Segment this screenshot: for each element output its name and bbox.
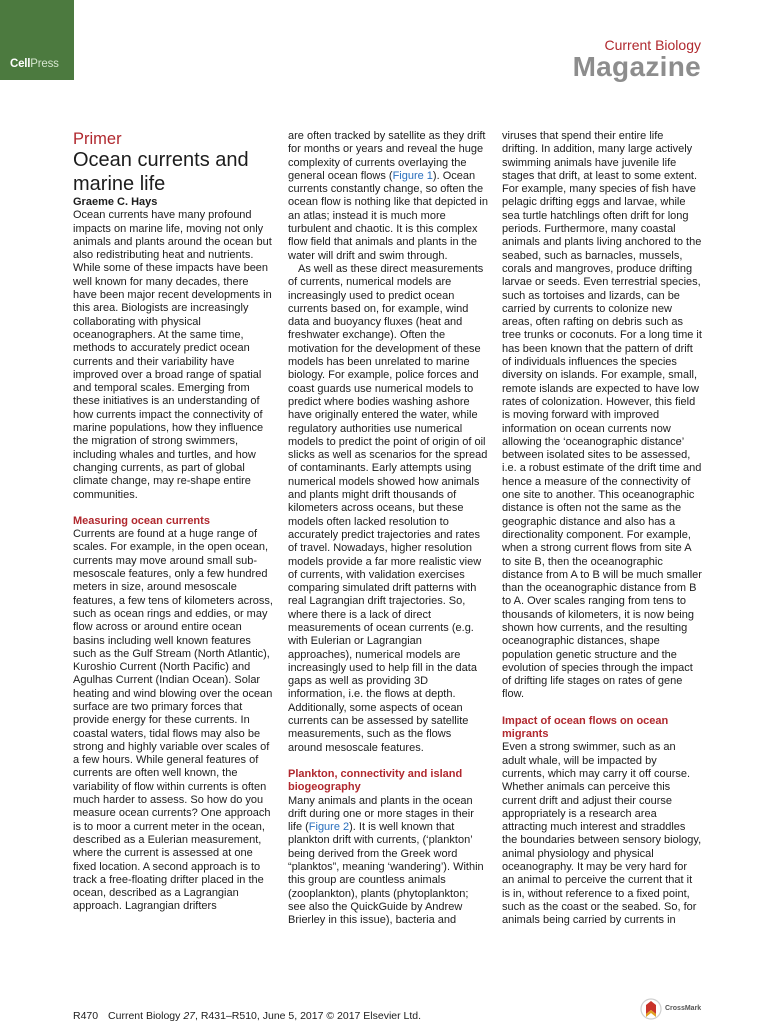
cellpress-logo-text: CellPress [10,58,59,70]
section-name: Magazine [572,51,701,82]
drifters-paragraph: are often tracked by satellite as they drift for months or years and reveal the huge complexity of currents overlaying the general ocean flows (Figure 1). Ocean currents constantly change, so often the ocean flow is nothing like that depicted in an atlas; instead it is much more turbulent and chaotic. It is this complex flow field that animals and plants in the water will drift and swim through. [288,130,488,262]
page-footer [73,1010,421,1022]
crossmark-label: CrossMark [665,1005,702,1012]
measuring-paragraph: Currents are found at a huge range of scales. For example, in the open ocean, currents may move around small sub-mesoscale features, only a few hundred meters in size, around mesoscale features, a few tens of kilometers across, such as ocean rings and eddies, or may flow across or around entire ocean basins including well known features such as the Gulf Stream (North Atlantic), Kuroshio Current (North Pacific) and Agulhas Current (Indian Ocean). Solar heating and wind blowing over the ocean surface are two primary forces that provide energy for these currents. In coastal waters, tidal flows may also be strong and highly variable over scales of a few hours. While general features of currents are often well known, the variability of flow within currents is often much harder to assess. So how do you measure ocean currents? One approach is to moor a current meter in the ocean, described as a Eulerian measurement, where the current is assessed at one fixed location. A second approach is to track a free-floating drifter placed in the ocean, described as a Lagrangian approach. Lagrangian drifters [73,528,273,913]
column-2 [288,130,488,928]
section-heading-plankton: Plankton, connectivity and island biogeography [288,767,463,794]
column-1 [73,130,273,914]
author-name: Graeme C. Hays [73,196,158,208]
column-3 [502,130,702,928]
section-heading-migrants: Impact of ocean flows on ocean migrants [502,714,669,741]
page-number: R470 [73,1010,99,1022]
drift-paragraph: viruses that spend their entire life drifting. In addition, many large actively swimming animals have juvenile life stages that drift, at least to some extent. For example, many species of fish have pelagic drifting eggs and larvae, while sea turtle hatchlings often drift for long periods. Furthermore, many coastal animals and plants living anchored to the seabed, such as barnacles, mussels, corals and mangroves, produce drifting larvae or seeds. Even terrestrial species, such as tortoises and lizards, can be carried by currents to colonize new areas, often rafting on debris such as tree trunks or coconuts. For a long time it has been known that the pattern of drift of individuals influences the species diversity on islands. For example, small, remote islands are expected to have low rates of colonization. However, this field is moving forward with improved information on ocean currents now allowing the ‘oceanographic distance’ between isolated sites to be assessed, i.e. a robust estimate of the drift time and hence a measure of the connectivity of one site to another. This oceanographic distance is often not the same as the geographic distance and also has a directionality component. For example, when a strong current flows from site A to site B, then the oceanographic distance from A to B will be much smaller than the oceanographic distance from B to A. Over scales ranging from tens to thousands of kilometers, it is now being shown how currents, and the resulting oceanographic distances, shape population genetic structure and the evolution of species through the impact of drifting life stages on rates of gene flow. [502,130,702,701]
intro-paragraph: Ocean currents have many profound impacts on marine life, moving not only animals and plants around the ocean but also redistributing heat and nutrients. While some of these impacts have been well known for many decades, there have been major recent developments in this area. Biologists are increasingly collaborating with physical oceanographers. At the same time, methods to accurately predict ocean currents and their variability have improved over a broad range of spatial and temporal scales. Emerging from these initiatives is an understanding of how currents impact the connectivity of marine populations, how they influence the migration of strong swimmers, including whales and turtles, and how changing currents, as part of global climate change, may re-shape entire communities. [73,209,272,501]
models-paragraph: As well as these direct measurements of currents, numerical models are increasingly used to predict ocean currents based on, for example, wind data and buoyancy fluxes (heat and freshwater exchange). Often the motivation for the development of these models has been unrelated to marine biology. For example, police forces and coast guards use numerical models to predict where bodies washing ashore have originally entered the water, while regulatory authorities use numerical models to predict the point of origin of oil slicks as well as scenarios for the spread of contaminants. Early attempts using numerical models showed how animals and plants might drift thousands of kilometers across oceans, but these models often lacked resolution to accurately predict trajectories and rates of travel. Nowadays, higher resolution models provide a far more realistic view of currents, with validation exercises comparing simulated drift patterns with real Lagrangian drift trajectories. So, where there is a lack of direct measurements of ocean currents (e.g. with Eulerian or Lagrangian approaches), numerical models are increasingly used to help fill in the data gaps as well as providing 3D information, i.e. the flows at depth. Additionally, some aspects of ocean currents can be assessed by satellite measurements, such as the flows around mesoscale features. [288,262,488,754]
figure-1-link[interactable]: Figure 1 [392,169,433,182]
footer-journal: Current Biology [108,1010,181,1022]
section-heading-measuring: Measuring ocean currents [73,514,210,527]
cellpress-logo [0,0,74,80]
crossmark-icon [640,998,662,1020]
crossmark-badge[interactable] [640,998,720,1022]
migrants-paragraph: Even a strong swimmer, such as an adult whale, will be impacted by currents, which may carry it off course. Whether animals can perceive this current drift and adjust their course appropriately is a research area attracting much interest and straddles the boundaries between sensory biology, animal physiology and physical oceanography. It may be very hard for an animal to perceive the current that it is in, without reference to a fixed point, such as the coast or the seabed. So, for animals being carried by currents in [502,741,702,927]
article-type: Primer [73,130,122,148]
footer-citation: , R431–R510, June 5, 2017 © 2017 Elsevier Ltd. [195,1010,422,1022]
footer-volume: 27 [183,1010,196,1022]
plankton-paragraph: Many animals and plants in the ocean drift during one or more stages in their life (Figure 2). It is well known that plankton drift with currents, (‘plankton’ being derived from the Greek word “planktos”, meaning ‘wandering’). Within this group are countless animals (zooplankton), plants (phytoplankton; see also the QuickGuide by Andrew Brierley in this issue), bacteria and [288,794,484,927]
figure-2-link[interactable]: Figure 2 [308,821,350,834]
article-title: Ocean currents and marine life [73,149,249,195]
journal-name: Current Biology [604,37,701,53]
